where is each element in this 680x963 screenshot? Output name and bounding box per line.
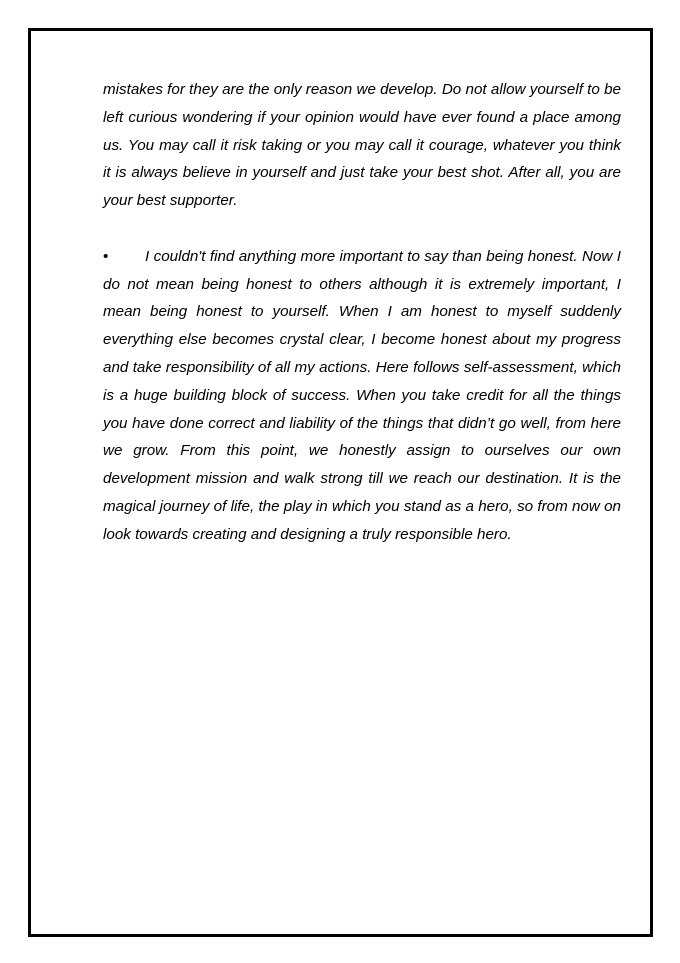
paragraph-text: mistakes for they are the only reason we develop. Do not allow yourself to be left curious wondering if your opinion would have ever found a place among us. You may call it risk taking or you may call it courage, whatever you think it is always believe in yourself and just take your best shot. After all, you are your best supporter.	[103, 81, 621, 210]
bullet-marker: •	[103, 247, 109, 265]
bullet-paragraph	[103, 243, 621, 549]
document-body	[103, 76, 621, 549]
paragraph-text: I couldn't find anything more important to say than being honest. Now I do not mean being honest to others although it is extremely important, I mean being honest to yourself. When I am honest to myself suddenly everything else becomes crystal clear, I become honest about my progress and take responsibility of all my actions. Here follows self-assessment, which is a huge building block of success. When you take credit for all the things you have done correct and liability of the things that didn’t go well, from here we grow. From this point, we honestly assign to ourselves our own development mission and walk strong till we reach our destination. It is the magical journey of life, the play in which you stand as a hero, so from now on look towards creating and designing a truly responsible hero.	[103, 247, 621, 543]
paragraph-continuation	[103, 76, 621, 215]
